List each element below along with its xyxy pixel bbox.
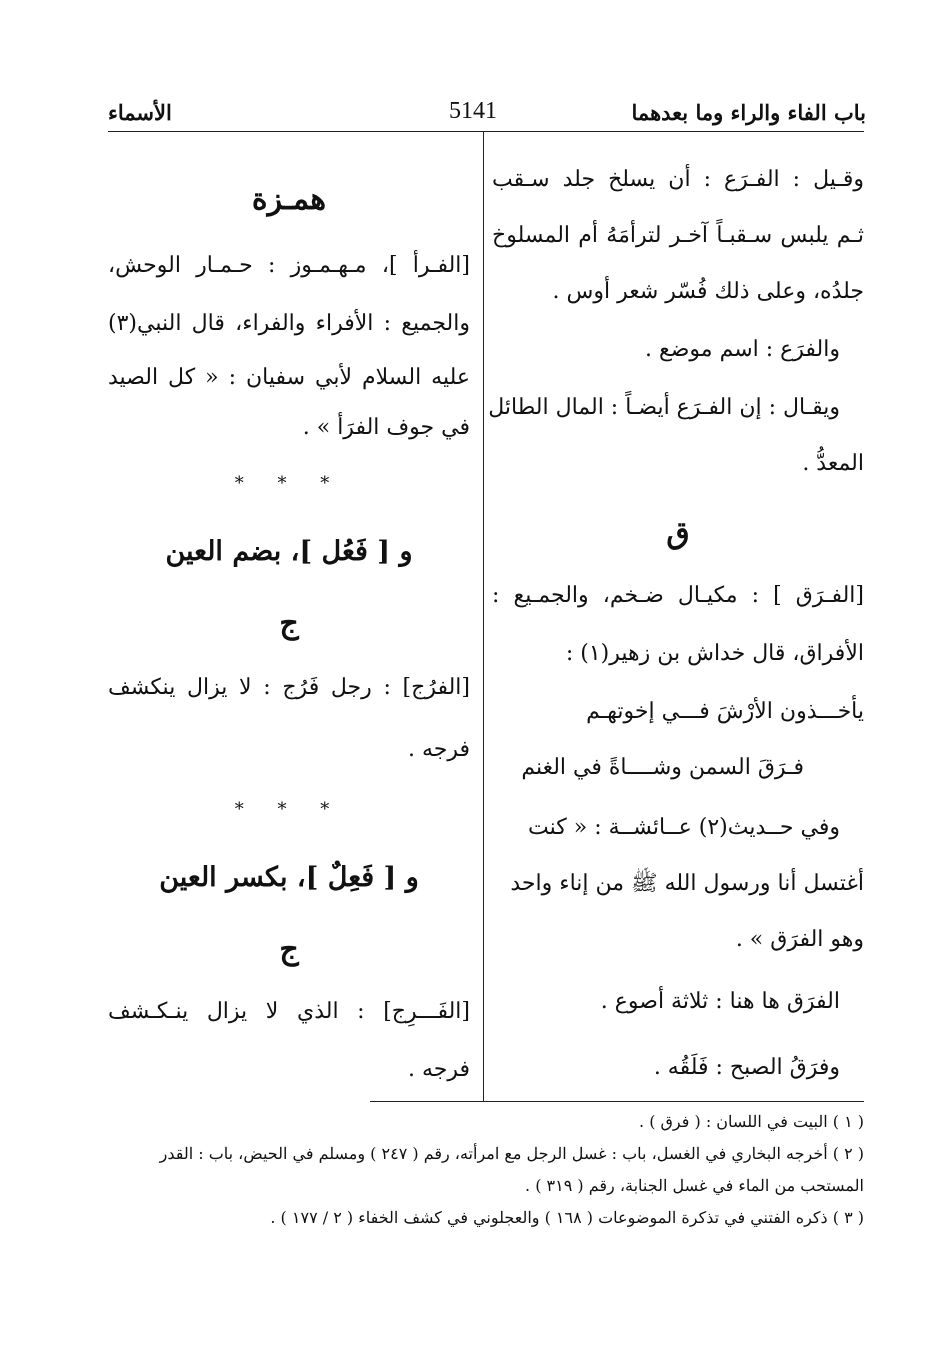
letter-heading-qaf: ق [666,516,690,551]
text-line: والجميع : الأفراء والفراء، قال النبي(٣) [108,311,470,336]
text-line: [الفَـــرِج] : الذي لا يزال ينـكـشف [108,999,470,1024]
separator-stars: * * * [234,473,344,494]
text-line: الأفراق، قال خداش بن زهير(١) : [565,641,864,666]
text-line: ويقـال : إن الفـرَع أيضـاً : المال الطائل [488,395,840,420]
text-line: أغتسل أنا ورسول الله ﷺ من إناء واحد [510,871,864,896]
text-line: وقـيل : الفـرَع : أن يسلخ جلد سـقب [492,167,864,192]
column-divider [483,131,484,1101]
text-line: والفرَع : اسم موضع . [645,337,840,362]
letter-heading-jeem: ج [279,932,299,967]
subheading-fuul: و [ فَعُل ]، بضم العين [165,536,413,567]
running-header-section: الأسماء [108,100,172,125]
footnote: المستحب من الماء في غسل الجنابة، رقم ( ٣١٩ ) . [525,1176,864,1195]
text-line: وفرَقُ الصبح : فَلَقُه . [653,1055,840,1080]
header-rule [108,131,864,132]
footnote: ( ١ ) البيت في اللسان : ( فرق ) . [639,1112,864,1131]
text-line: ثـم يلبس سـقبـاً آخـر لترأمَهُ أم المسلوخ [492,223,864,248]
footnote: ( ٣ ) ذكره الفتني في تذكرة الموضوعات ( ١٦٨ ) والعجلوني في كشف الخفاء ( ٢ / ١٧٧ ) . [270,1208,864,1227]
verse-line: يأخـــذون الأرْشَ فـــي إخوتهـم [586,699,864,724]
text-line: [الفـرأ ]، مـهـمـوز : حـمـار الوحش، [108,253,470,278]
separator-stars: * * * [234,799,344,820]
text-line: الفرَق ها هنا : ثلاثة أصوع . [600,989,840,1014]
text-line: جلدُه، وعلى ذلك فُسّر شعر أوس . [552,279,864,304]
page-number: 5141 [449,98,497,124]
text-line: وفي حــديث(٢) عــائشــة : « كنت [528,815,840,840]
text-line: فرجه . [407,1057,470,1082]
letter-heading-jeem: ج [279,606,299,641]
text-line: فرجه . [407,737,470,762]
text-line: في جوف الفرَأ » . [302,415,470,440]
subheading-fail: و [ فَعِلٌ ]، بكسر العين [159,862,419,893]
text-line: عليه السلام لأبي سفيان : « كل الصيد [108,365,470,390]
footnote: ( ٢ ) أخرجه البخاري في الغسل، باب : غسل الرجل مع امرأته، رقم ( ٢٤٧ ) ومسلم في الحيض، باب : القدر [159,1144,864,1163]
text-line: وهو الفرَق » . [735,927,864,952]
text-line: المعدُّ . [802,451,864,476]
text-line: [الفـرَق ] : مكيـال ضـخم، والجمـيع : [492,583,864,608]
running-header-chapter: باب الفاء والراء وما بعدهما [631,100,866,125]
section-heading-hamza: همـزة [251,182,327,217]
footnote-rule [370,1101,864,1102]
verse-line: فـرَقَ السمن وشــــاةً في الغنم [521,755,804,780]
text-line: [الفرُج] : رجل فَرُج : لا يزال ينكشف [108,675,470,700]
